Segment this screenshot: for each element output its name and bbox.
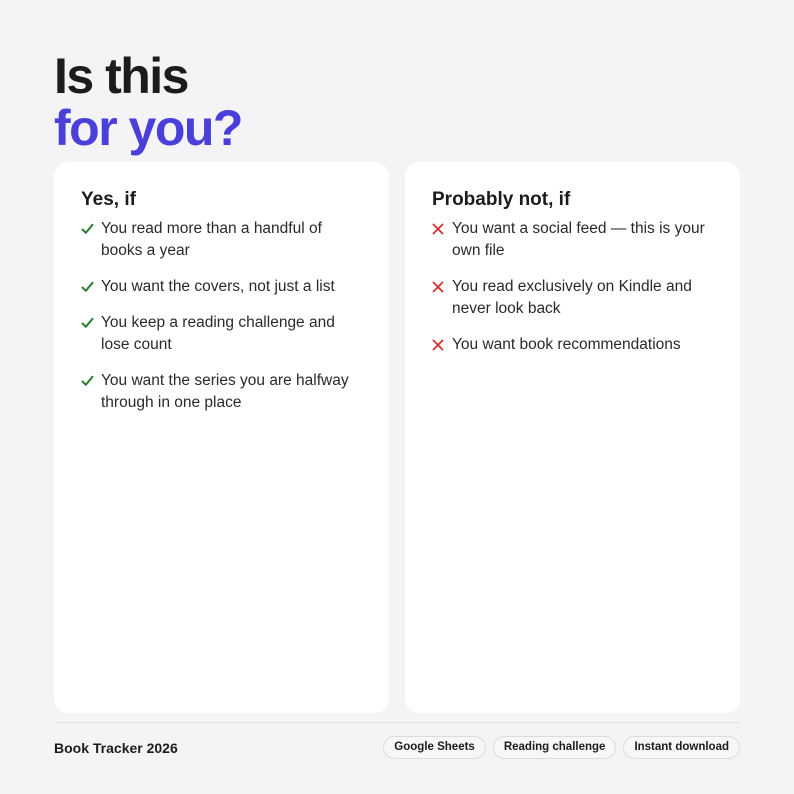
no-card-title: Probably not, if: [432, 189, 571, 210]
no-item-text: You read exclusively on Kindle and never look back: [452, 278, 692, 317]
footer-divider: [54, 722, 740, 723]
yes-list-item: [81, 312, 365, 356]
no-list-item: [432, 276, 716, 320]
yes-card-title: Yes, if: [81, 189, 136, 210]
yes-card: [54, 162, 389, 713]
tag-google-sheets: Google Sheets: [383, 736, 486, 759]
page-title: [54, 50, 242, 154]
yes-item-text: You read more than a handful of books a year: [101, 220, 322, 259]
no-item-text: You want book recommendations: [452, 336, 681, 353]
check-icon: [81, 218, 101, 240]
cross-icon: [432, 334, 452, 356]
yes-list-item: [81, 218, 365, 262]
headline-line-1: Is this: [54, 48, 188, 104]
cross-icon: [432, 276, 452, 298]
tag-instant-download: Instant download: [623, 736, 740, 759]
yes-list-item: [81, 276, 365, 298]
no-card: [405, 162, 740, 713]
check-icon: [81, 370, 101, 392]
yes-item-text: You keep a reading challenge and lose count: [101, 314, 335, 353]
no-list-item: [432, 334, 716, 356]
yes-item-text: You want the series you are halfway through in one place: [101, 372, 349, 411]
cross-icon: [432, 218, 452, 240]
yes-list-item: [81, 370, 365, 414]
tag-reading-challenge: Reading challenge: [493, 736, 617, 759]
yes-item-text: You want the covers, not just a list: [101, 278, 335, 295]
yes-list: [81, 218, 365, 414]
headline-line-2: for you?: [54, 100, 242, 156]
footer-brand: Book Tracker 2026: [54, 740, 178, 756]
footer-tags: [383, 736, 740, 759]
no-list: [432, 218, 716, 356]
check-icon: [81, 312, 101, 334]
no-list-item: [432, 218, 716, 262]
check-icon: [81, 276, 101, 298]
no-item-text: You want a social feed — this is your own file: [452, 220, 705, 259]
